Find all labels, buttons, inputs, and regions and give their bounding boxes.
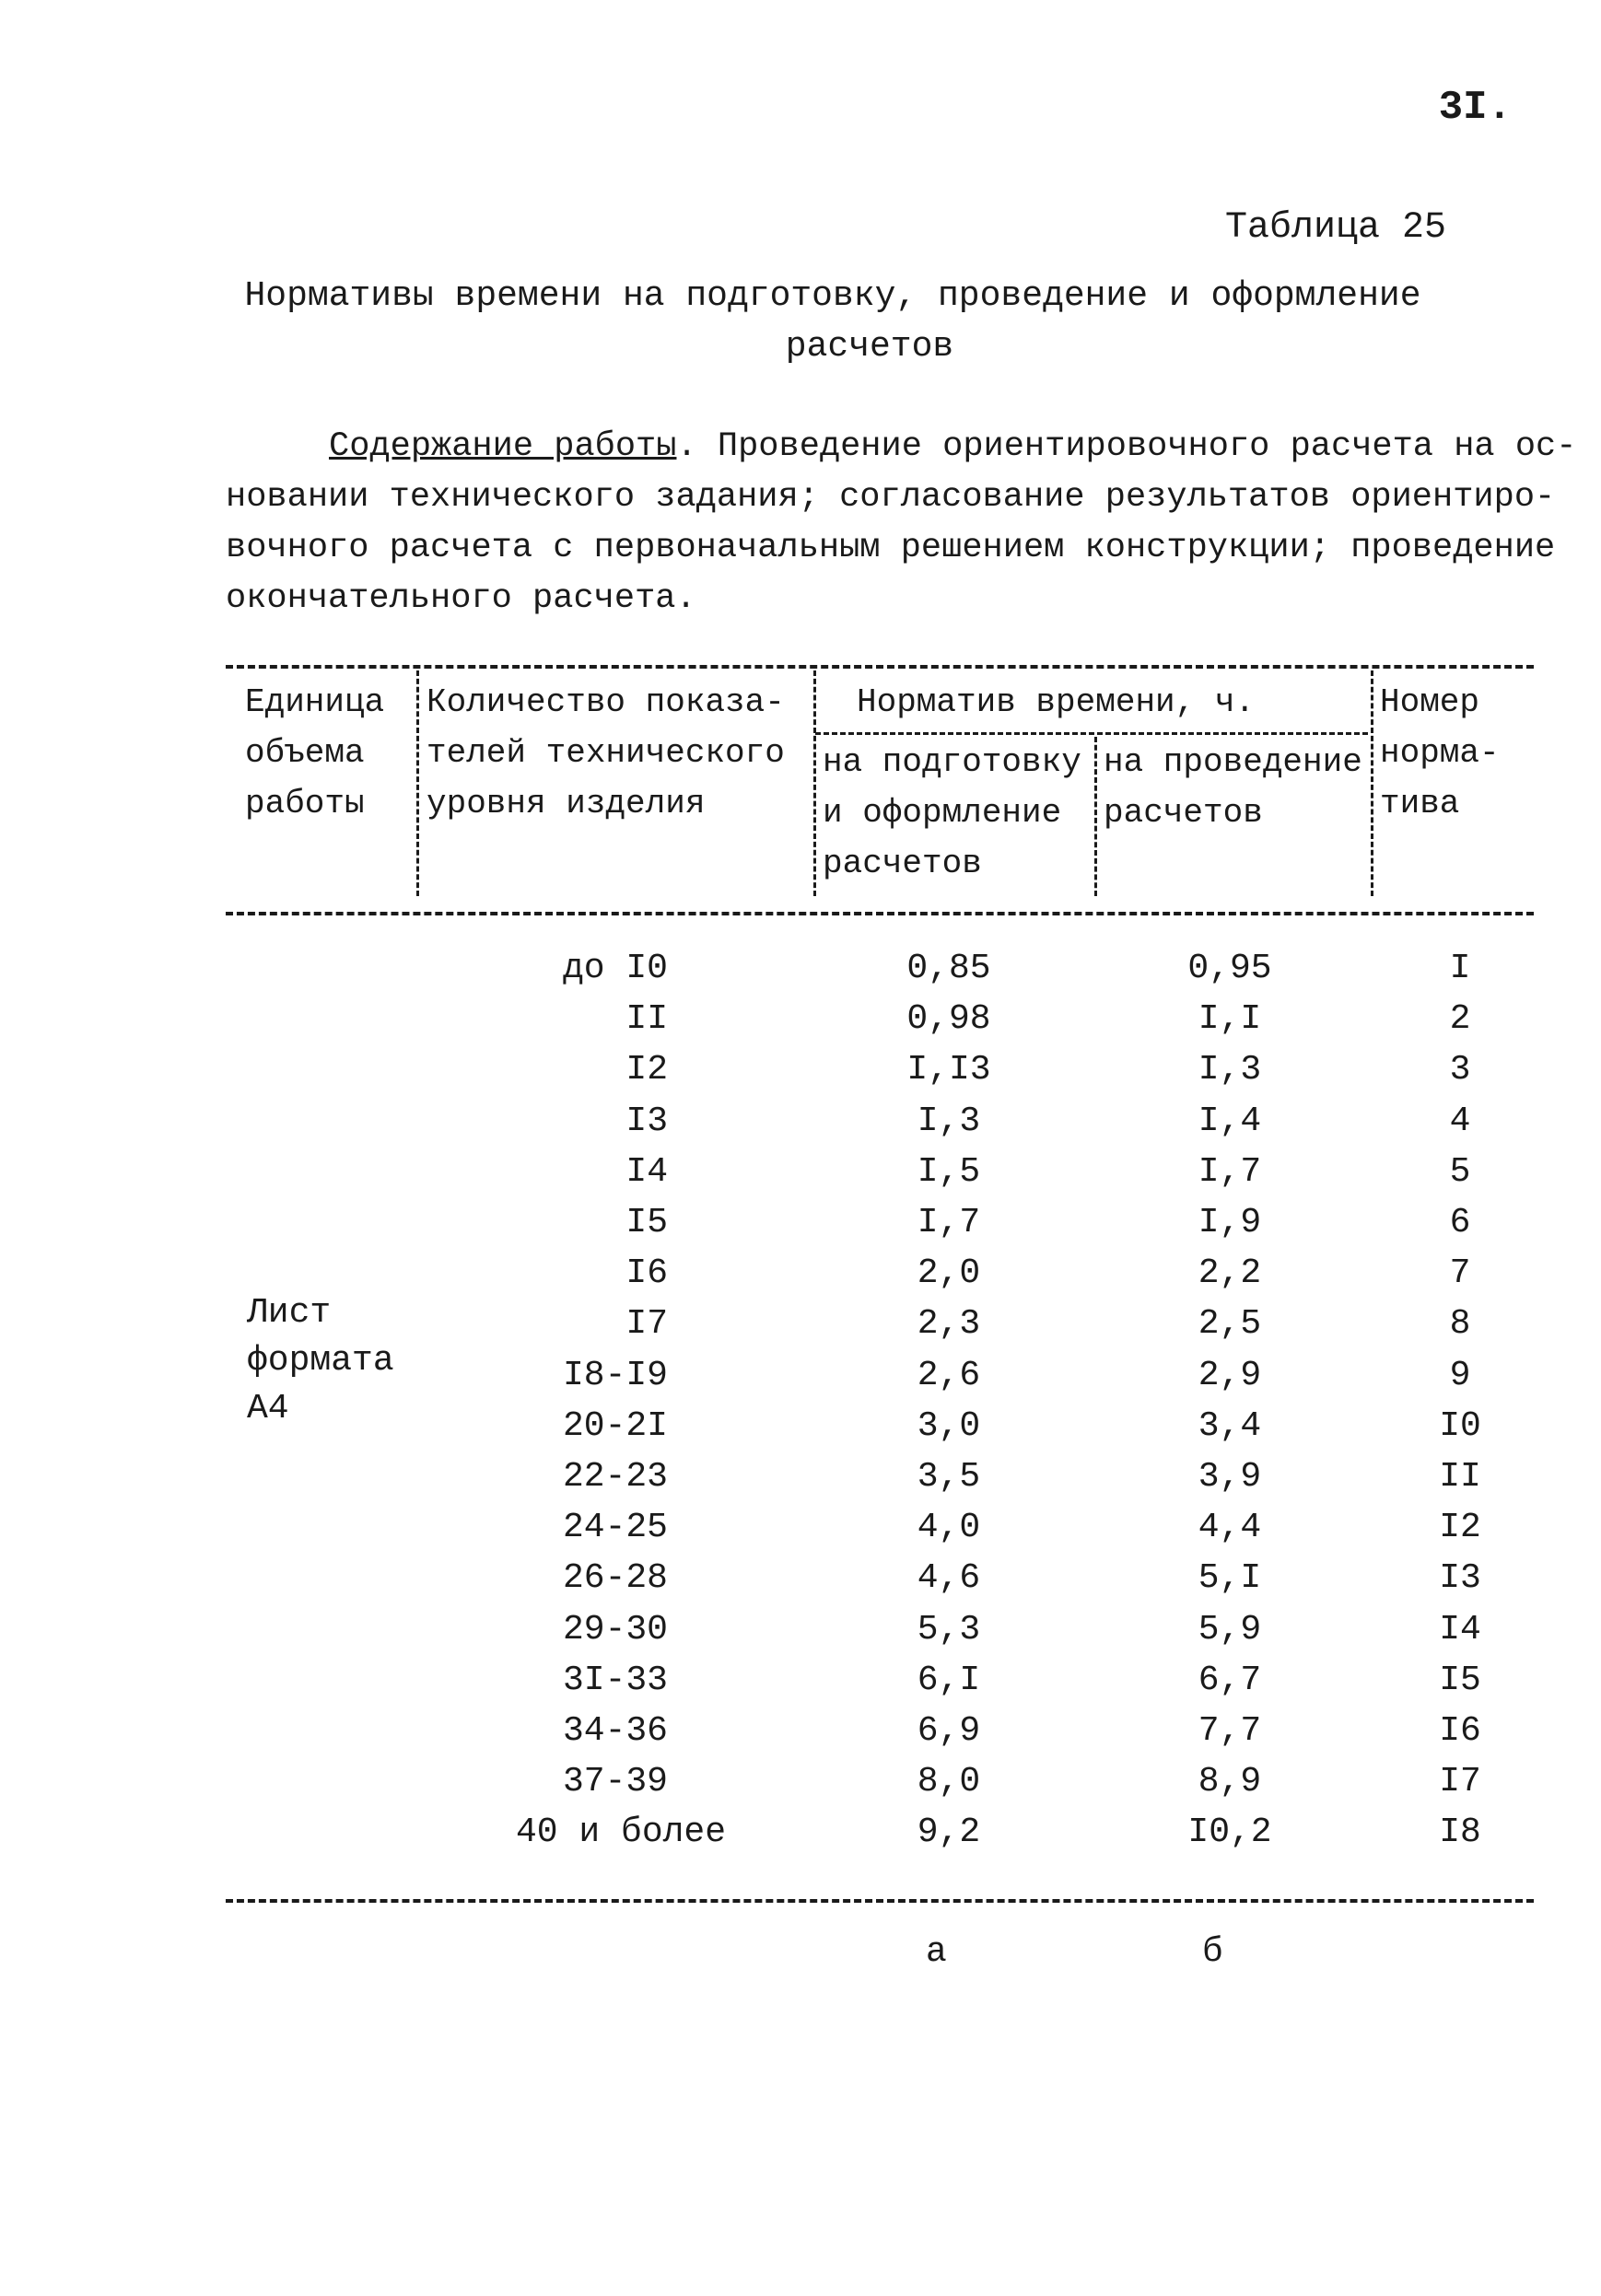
row-norm-number: 2 [1449, 999, 1471, 1039]
row-prep-time: 3,0 [917, 1406, 981, 1446]
row-exec-time: 4,4 [1198, 1508, 1262, 1547]
row-exec-time: I,7 [1198, 1152, 1262, 1192]
intro-line-1-text: . Проведение ориентировочного расчета на ос- [676, 427, 1577, 466]
row-quantity: I5 [625, 1203, 668, 1242]
header-unit-line-2: объема [245, 734, 365, 772]
row-norm-number: I8 [1439, 1812, 1481, 1852]
row-exec-time: 2,5 [1198, 1304, 1262, 1344]
row-quantity: 29-30 [562, 1610, 668, 1649]
row-exec-time: 8,9 [1198, 1762, 1262, 1801]
row-quantity: I2 [625, 1050, 668, 1090]
header-unit [245, 677, 384, 829]
row-prep-time: I,I3 [906, 1050, 991, 1090]
row-norm-number: 6 [1449, 1203, 1471, 1242]
header-prep-line-2: и оформление [823, 794, 1062, 832]
row-prep-time: 0,85 [906, 949, 991, 988]
row-quantity: 22-23 [562, 1457, 668, 1497]
row-exec-time: 3,9 [1198, 1457, 1262, 1497]
header-separator-2 [813, 670, 816, 896]
intro-line-4: окончательного расчета. [226, 579, 696, 618]
intro-line-2: новании технического задания; согласование результатов ориентиро- [226, 478, 1556, 517]
header-prep [823, 737, 1081, 889]
header-number-line-2: норма- [1380, 734, 1500, 772]
footer-mark-a: а [926, 1932, 947, 1972]
row-norm-number: 3 [1449, 1050, 1471, 1090]
intro-paragraph [226, 422, 1577, 624]
row-prep-time: 2,6 [917, 1356, 981, 1395]
row-norm-number: 7 [1449, 1253, 1471, 1293]
row-exec-time: 5,I [1198, 1558, 1262, 1598]
row-norm-number: I0 [1439, 1406, 1481, 1446]
unit-label: Лист формата А4 [247, 1293, 394, 1428]
header-number-line-1: Номер [1380, 683, 1480, 721]
intro-line-1 [226, 422, 1577, 472]
row-norm-number: 5 [1449, 1152, 1471, 1192]
row-exec-time: 2,9 [1198, 1356, 1262, 1395]
row-prep-time: 5,3 [917, 1610, 981, 1649]
row-exec-time: I,9 [1198, 1203, 1262, 1242]
header-number-line-3: тива [1380, 785, 1460, 822]
header-quantity-line-3: уровня изделия [427, 785, 706, 822]
row-norm-number: 4 [1449, 1101, 1471, 1141]
row-norm-number: 9 [1449, 1356, 1471, 1395]
row-quantity: 20-2I [562, 1406, 668, 1446]
norm-group-rule [815, 732, 1368, 735]
row-exec-time: 6,7 [1198, 1661, 1262, 1700]
row-prep-time: 6,I [917, 1661, 981, 1700]
table-label: Таблица 25 [1224, 207, 1446, 249]
row-exec-time: 2,2 [1198, 1253, 1262, 1293]
row-exec-time: I,4 [1198, 1101, 1262, 1141]
row-quantity: 3I-33 [562, 1661, 668, 1700]
row-exec-time: I,3 [1198, 1050, 1262, 1090]
row-exec-time: I0,2 [1187, 1812, 1272, 1852]
row-prep-time: I,7 [917, 1203, 981, 1242]
row-exec-time: 7,7 [1198, 1711, 1262, 1751]
row-norm-number: I [1449, 949, 1471, 988]
row-prep-time: 8,0 [917, 1762, 981, 1801]
row-exec-time: 0,95 [1187, 949, 1272, 988]
row-quantity: 40 и более [516, 1812, 727, 1852]
row-norm-number: II [1439, 1457, 1481, 1497]
row-exec-time: I,I [1198, 999, 1262, 1039]
row-prep-time: 4,6 [917, 1558, 981, 1598]
header-quantity-line-1: Количество показа- [427, 683, 785, 721]
row-exec-time: 5,9 [1198, 1610, 1262, 1649]
row-prep-time: 6,9 [917, 1711, 981, 1751]
table-top-rule [226, 665, 1534, 669]
row-quantity: I3 [625, 1101, 668, 1141]
header-quantity-line-2: телей технического [427, 734, 785, 772]
table-title [0, 271, 1601, 372]
header-separator-1 [416, 670, 419, 896]
row-quantity: I8-I9 [562, 1356, 668, 1395]
table-header-rule [226, 912, 1534, 915]
header-number [1380, 677, 1500, 829]
row-quantity: II [625, 999, 668, 1039]
header-norm-group: Норматив времени, ч. [857, 683, 1256, 721]
row-prep-time: 2,3 [917, 1304, 981, 1344]
header-exec-line-1: на проведение [1104, 743, 1362, 781]
header-unit-line-3: работы [245, 785, 365, 822]
row-quantity: 26-28 [562, 1558, 668, 1598]
page-number: 3I. [1438, 85, 1512, 131]
row-quantity: 37-39 [562, 1762, 668, 1801]
row-norm-number: I7 [1439, 1762, 1481, 1801]
row-prep-time: 0,98 [906, 999, 991, 1039]
title-line-2: расчетов [785, 327, 954, 367]
row-quantity: 34-36 [562, 1711, 668, 1751]
header-exec [1104, 737, 1362, 838]
row-quantity: 24-25 [562, 1508, 668, 1547]
row-norm-number: I4 [1439, 1610, 1481, 1649]
row-prep-time: I,3 [917, 1101, 981, 1141]
header-unit-line-1: Единица [245, 683, 385, 721]
header-exec-line-2: расчетов [1104, 794, 1263, 832]
row-prep-time: 3,5 [917, 1457, 981, 1497]
row-prep-time: 2,0 [917, 1253, 981, 1293]
row-norm-number: I3 [1439, 1558, 1481, 1598]
row-quantity: I6 [625, 1253, 668, 1293]
row-norm-number: I5 [1439, 1661, 1481, 1700]
row-norm-number: 8 [1449, 1304, 1471, 1344]
header-separator-3 [1094, 737, 1097, 896]
row-prep-time: 4,0 [917, 1508, 981, 1547]
row-quantity: до I0 [562, 949, 668, 988]
row-exec-time: 3,4 [1198, 1406, 1262, 1446]
footer-mark-b: б [1202, 1932, 1223, 1972]
row-quantity: I7 [625, 1304, 668, 1344]
intro-line-3: вочного расчета с первоначальным решением конструкции; проведение [226, 529, 1556, 567]
table-bottom-rule [226, 1899, 1534, 1903]
row-quantity: I4 [625, 1152, 668, 1192]
row-prep-time: I,5 [917, 1152, 981, 1192]
row-norm-number: I6 [1439, 1711, 1481, 1751]
header-quantity [427, 677, 785, 829]
header-separator-4 [1371, 670, 1373, 896]
intro-heading: Содержание работы [329, 427, 677, 466]
header-prep-line-3: расчетов [823, 845, 982, 882]
header-prep-line-1: на подготовку [823, 743, 1081, 781]
row-norm-number: I2 [1439, 1508, 1481, 1547]
row-prep-time: 9,2 [917, 1812, 981, 1852]
title-line-1: Нормативы времени на подготовку, проведение и оформление [244, 276, 1421, 316]
